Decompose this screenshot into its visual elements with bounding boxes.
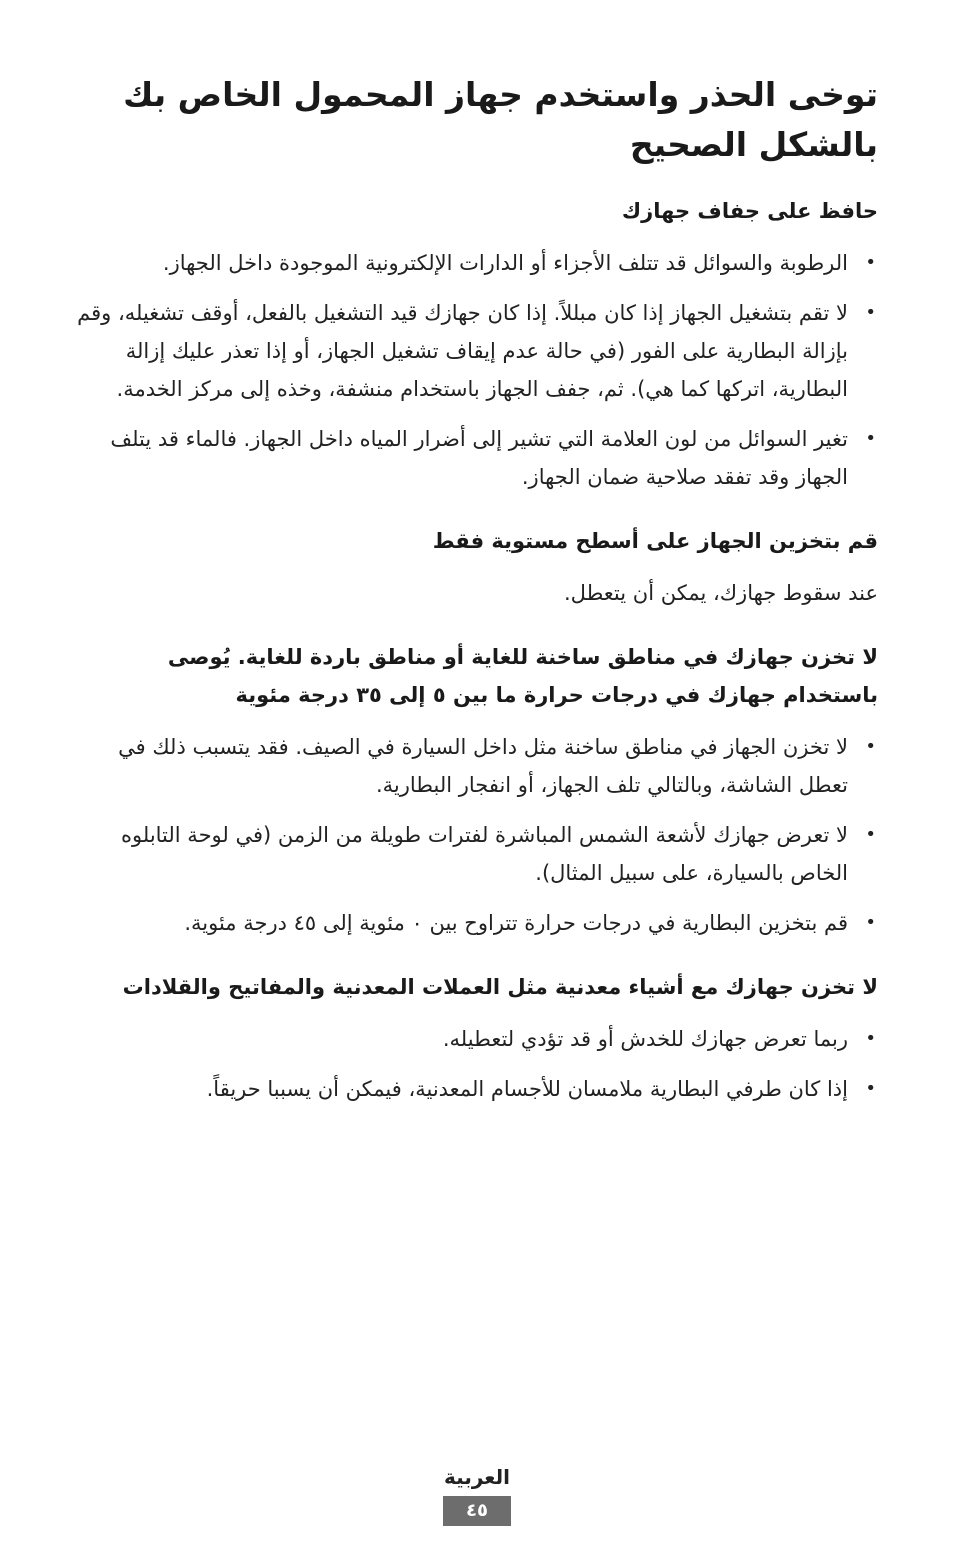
bullet-icon: •: [865, 302, 876, 323]
bullet-icon: •: [865, 912, 876, 933]
section-heading: قم بتخزين الجهاز على أسطح مستوية فقط: [432, 529, 878, 553]
bullet-icon: •: [865, 252, 876, 273]
list-item: [68, 904, 878, 942]
bullet-list: [68, 728, 878, 942]
list-item: [68, 420, 878, 496]
page-number-badge: ٤٥: [443, 1496, 511, 1526]
list-item-text: لا تقم بتشغيل الجهاز إذا كان مبللاً. إذا كان جهازك قيد التشغيل بالفعل، أوقف تشغيله، وقم بإزالة البطارية على الفور (في حالة عدم إيقاف تشغيل الجهاز، أو إذا تعذر عليك إزالة البطارية، اتركها كما هي). ثم، جفف الجهاز باستخدام منشفة، وخذه إلى مركز الخدمة.: [77, 301, 848, 401]
bullet-icon: •: [865, 1078, 876, 1099]
section-heading: لا تخزن جهازك في مناطق ساخنة للغاية أو مناطق باردة للغاية. يُوصى باستخدام جهازك في درجات حرارة ما بين ٥ إلى ٣٥ درجة مئوية: [167, 645, 878, 707]
list-item-text: الرطوبة والسوائل قد تتلف الأجزاء أو الدارات الإلكترونية الموجودة داخل الجهاز.: [162, 251, 848, 275]
section-heading: حافظ على جفاف جهازك: [621, 199, 878, 223]
section-metal-objects: [68, 968, 878, 1108]
bullet-icon: •: [865, 428, 876, 449]
section-heading: لا تخزن جهازك مع أشياء معدنية مثل العملات المعدنية والمفاتيح والقلادات: [122, 975, 878, 999]
list-item: [68, 728, 878, 804]
page-content: [68, 70, 878, 1120]
bullet-list: [68, 1020, 878, 1108]
list-item: [68, 294, 878, 408]
page-title: توخى الحذر واستخدم جهاز المحمول الخاص بك بالشكل الصحيح: [123, 75, 878, 164]
list-item-text: قم بتخزين البطارية في درجات حرارة تتراوح بين ٠ مئوية إلى ٤٥ درجة مئوية.: [184, 911, 848, 935]
bullet-icon: •: [865, 1028, 876, 1049]
list-item-text: ربما تعرض جهازك للخدش أو قد تؤدي لتعطيله.: [442, 1027, 848, 1051]
section-flat-surfaces: [68, 522, 878, 612]
list-item-text: لا تعرض جهازك لأشعة الشمس المباشرة لفترات طويلة من الزمن (في لوحة التابلوه الخاص بالسيارة، على سبيل المثال).: [121, 823, 848, 885]
list-item-text: تغير السوائل من لون العلامة التي تشير إلى أضرار المياه داخل الجهاز. فالماء قد يتلف الجهاز وقد تفقد صلاحية ضمان الجهاز.: [110, 427, 848, 489]
section-temperature: [68, 638, 878, 942]
list-item: [68, 816, 878, 892]
list-item: [68, 244, 878, 282]
list-item: [68, 1020, 878, 1058]
page-footer: [0, 1462, 954, 1526]
bullet-list: [68, 244, 878, 496]
section-keep-dry: [68, 192, 878, 496]
bullet-icon: •: [865, 736, 876, 757]
list-item: [68, 1070, 878, 1108]
footer-language: العربية: [444, 1465, 510, 1489]
bullet-icon: •: [865, 824, 876, 845]
list-item-text: لا تخزن الجهاز في مناطق ساخنة مثل داخل السيارة في الصيف. فقد يتسبب ذلك في تعطل الشاشة، وبالتالي تلف الجهاز، أو انفجار البطارية.: [118, 735, 848, 797]
list-item-text: إذا كان طرفي البطارية ملامسان للأجسام المعدنية، فيمكن أن يسببا حريقاً.: [206, 1077, 848, 1101]
section-paragraph: عند سقوط جهازك، يمكن أن يتعطل.: [564, 581, 878, 605]
